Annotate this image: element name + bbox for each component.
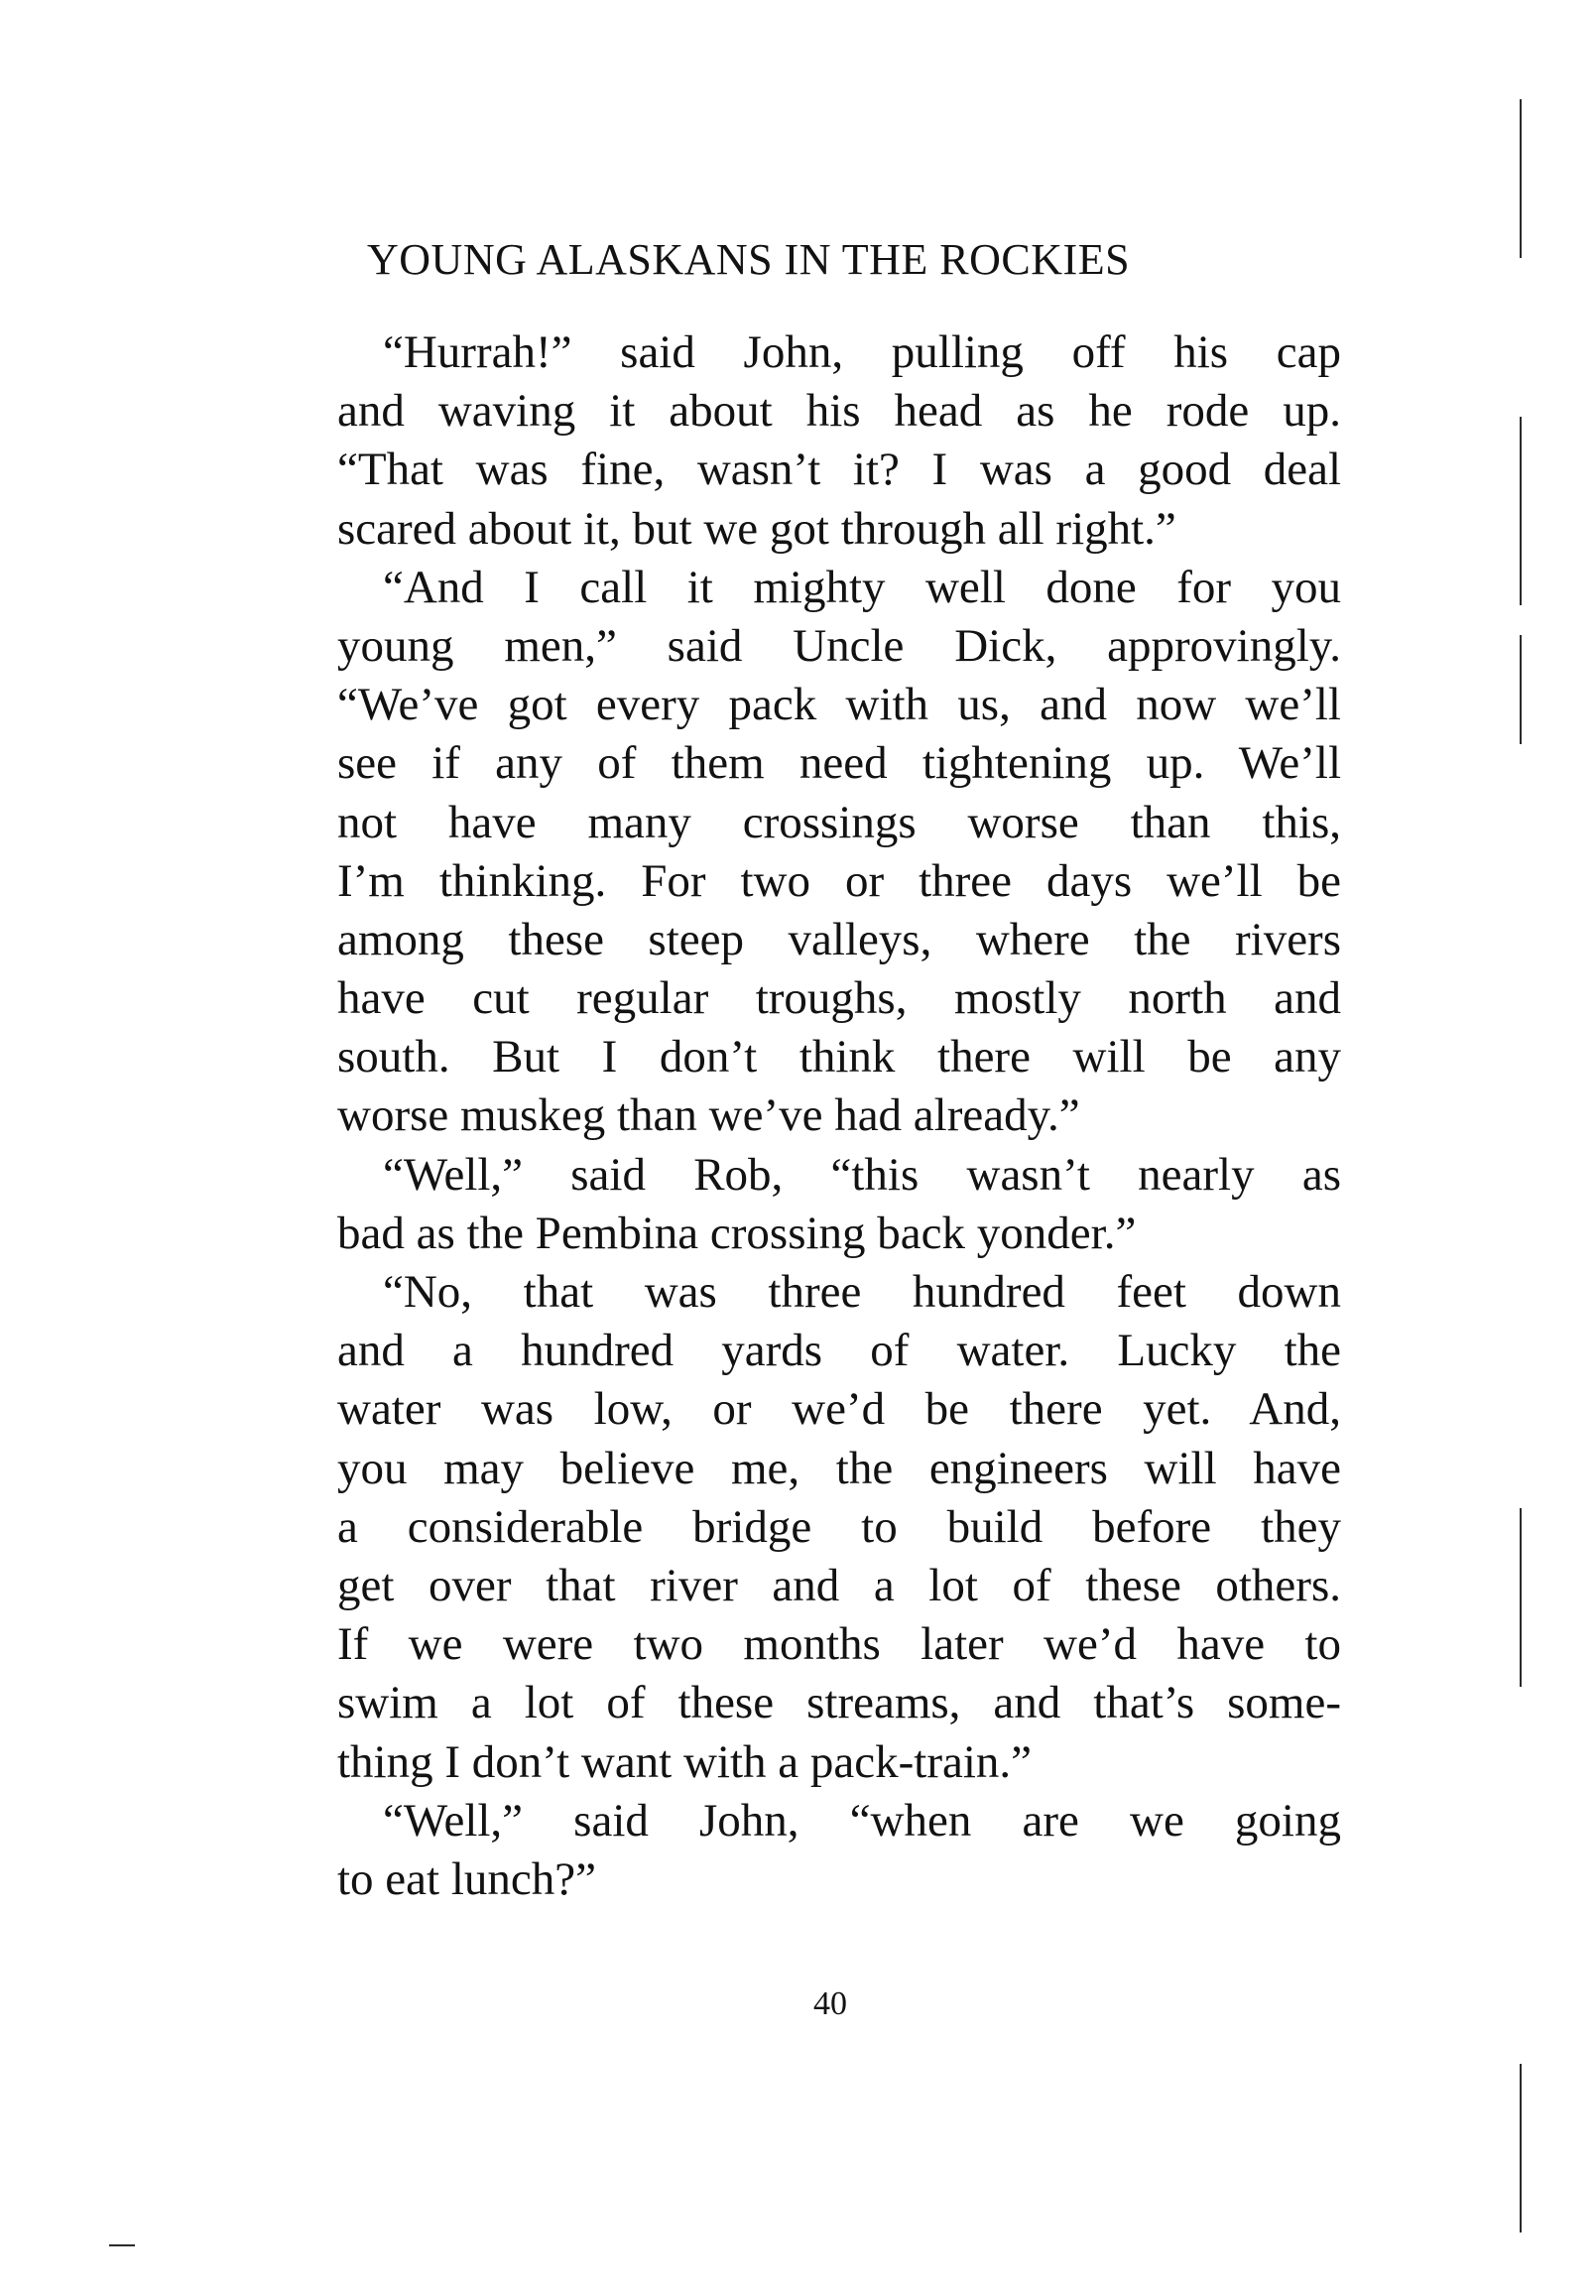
- text-line: have cut regular troughs, mostly north and: [337, 972, 1341, 1025]
- text-line: south. But I don’t think there will be any: [337, 1031, 1341, 1084]
- text-line: water was low, or we’d be there yet. And,: [337, 1383, 1341, 1436]
- text-line: see if any of them need tightening up. We’ll: [337, 737, 1341, 790]
- text-line: a considerable bridge to build before they: [337, 1500, 1341, 1553]
- text-line: I’m thinking. For two or three days we’ll be: [337, 854, 1341, 907]
- text-line: and waving it about his head as he rode up.: [337, 385, 1341, 438]
- text-line: “We’ve got every pack with us, and now we’ll: [337, 679, 1341, 731]
- text-line: “Hurrah!” said John, pulling off his cap: [383, 326, 1341, 378]
- text-line: If we were two months later we’d have to: [337, 1618, 1341, 1671]
- text-line: among these steep valleys, where the rivers: [337, 913, 1341, 965]
- text-line: “Well,” said Rob, “this wasn’t nearly as: [383, 1148, 1341, 1201]
- scan-artifact: [109, 2244, 135, 2246]
- text-line: worse muskeg than we’ve had already.”: [337, 1089, 1080, 1142]
- scan-artifact: [1520, 1508, 1522, 1687]
- text-line: “No, that was three hundred feet down: [383, 1266, 1341, 1318]
- text-line: not have many crossings worse than this,: [337, 796, 1341, 848]
- text-line: bad as the Pembina crossing back yonder.”: [337, 1207, 1137, 1259]
- running-head: YOUNG ALASKANS IN THE ROCKIES: [367, 235, 1131, 284]
- scan-artifact: [1520, 99, 1522, 258]
- page-number: 40: [813, 1985, 847, 2022]
- text-line: you may believe me, the engineers will have: [337, 1442, 1341, 1494]
- scan-artifact: [1520, 417, 1522, 605]
- text-line: “Well,” said John, “when are we going: [383, 1794, 1341, 1847]
- scan-artifact: [1520, 2064, 1522, 2232]
- scan-artifact: [1520, 635, 1522, 744]
- text-line: and a hundred yards of water. Lucky the: [337, 1325, 1341, 1377]
- text-line: get over that river and a lot of these others.: [337, 1559, 1341, 1611]
- text-line: swim a lot of these streams, and that’s some-: [337, 1677, 1341, 1729]
- text-line: young men,” said Uncle Dick, approvingly.: [337, 619, 1341, 672]
- text-line: thing I don’t want with a pack-train.”: [337, 1735, 1033, 1788]
- body-text: [337, 323, 1341, 1909]
- text-line: “And I call it mighty well done for you: [383, 561, 1341, 613]
- text-line: “That was fine, wasn’t it? I was a good deal: [337, 444, 1341, 496]
- text-line: to eat lunch?”: [337, 1852, 596, 1905]
- text-line: scared about it, but we got through all right.”: [337, 502, 1176, 555]
